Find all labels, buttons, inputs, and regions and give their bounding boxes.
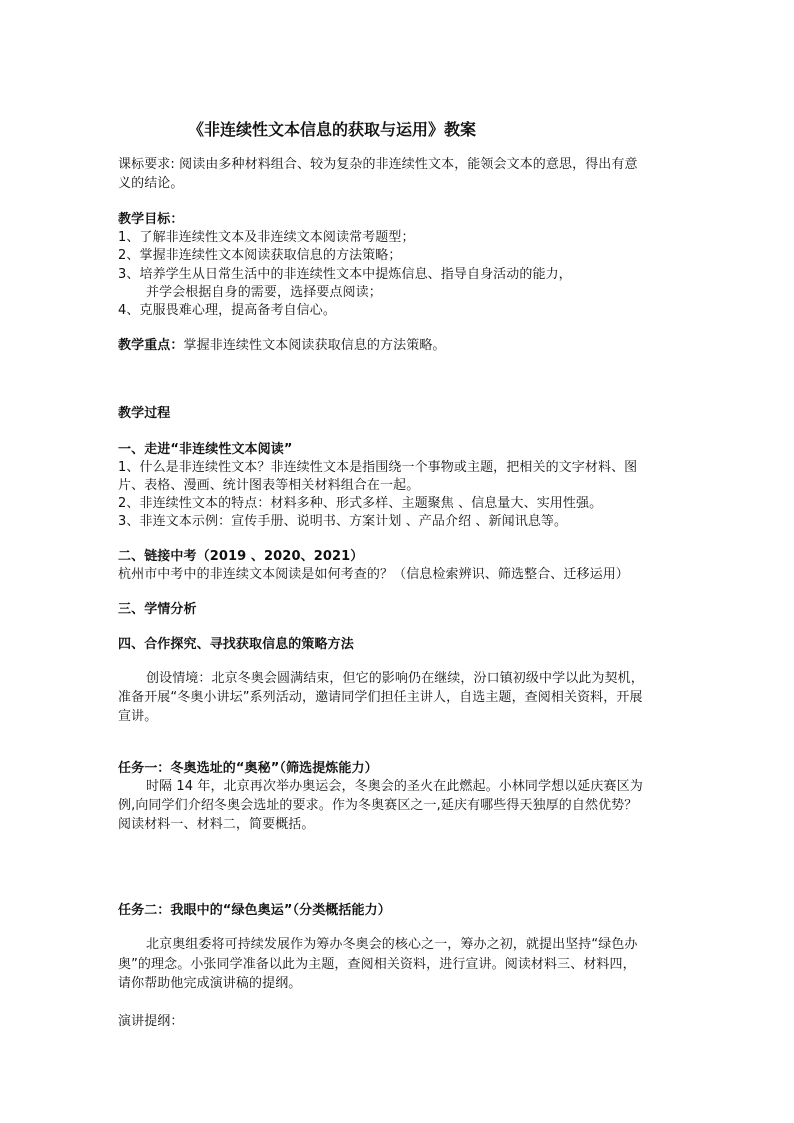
process-heading: 教学过程 [118, 406, 171, 421]
objective-item-4: 4、克服畏难心理，提高备考自信心。 [118, 303, 336, 318]
section-4-line-3: 宣讲。 [118, 709, 158, 724]
objective-item-1: 1、了解非连续性文本及非连续文本阅读常考题型； [118, 230, 415, 245]
section-1-heading: 一、走进“非连续性文本阅读” [118, 442, 293, 457]
task-2-heading: 任务二：我眼中的“绿色奥运”（分类概括能力） [118, 903, 391, 918]
section-2-text: 杭州市中考中的非连续文本阅读是如何考查的？（信息检索辨识、筛选整合、迁移运用） [118, 567, 629, 582]
section-2-heading: 二、链接中考（2019 、2020、2021） [118, 549, 364, 564]
section-1-line-1: 1、什么是非连续性文本？非连续性文本是指围绕一个事物或主题，把相关的文字材料、图 [118, 460, 638, 475]
key-point-label: 教学重点： [118, 338, 184, 353]
section-3-heading: 三、学情分析 [118, 602, 197, 617]
task-2-line-2: 奥”的理念。小张同学准备以此为主题，查阅相关资料，进行宣讲。阅读材料三、材料四， [118, 957, 636, 972]
key-point-text: 掌握非连续性文本阅读获取信息的方法策略。 [183, 338, 446, 353]
section-1-line-3: 2、非连续性文本的特点：材料多种、形式多样、主题聚焦 、信息量大、实用性强。 [118, 496, 603, 511]
objective-item-3-continued: 并学会根据自身的需要，选择要点阅读； [146, 285, 382, 300]
task-2-line-3: 请你帮助他完成演讲稿的提纲。 [118, 976, 302, 991]
key-point [118, 337, 446, 355]
section-4-line-1: 创设情境：北京冬奥会圆满结束，但它的影响仍在继续，汾口镇初级中学以此为契机， [146, 671, 644, 686]
section-4-line-2: 准备开展“冬奥小讲坛”系列活动，邀请同学们担任主讲人，自选主题，查阅相关资料，开展 [118, 690, 643, 705]
outline-label: 演讲提纲： [118, 1014, 184, 1029]
section-1-line-2: 片、表格、漫画、统计图表等相关材料组合在一起。 [118, 478, 420, 493]
objective-item-2: 2、掌握非连续性文本阅读获取信息的方法策略； [118, 248, 402, 263]
task-1-line-3: 阅读材料一、材料二，简要概括。 [118, 817, 315, 832]
curriculum-line-1: 课标要求: 阅读由多种材料组合、较为复杂的非连续性文本，能领会文本的意思，得出有意 [118, 157, 638, 172]
document-title: 《非连续性文本信息的获取与运用》教案 [188, 120, 477, 139]
task-1-line-1: 时隔 14 年，北京再次举办奥运会，冬奥会的圣火在此燃起。小林同学想以延庆赛区为 [146, 779, 643, 794]
objective-item-3: 3、培养学生从日常生活中的非连续性文本中提炼信息、指导自身活动的能力， [118, 267, 572, 282]
section-1-line-4: 3、非连文本示例：宣传手册、说明书、方案计划 、产品介绍 、新闻讯息等。 [118, 514, 568, 529]
task-1-heading: 任务一：冬奥选址的“奥秘”（筛选提炼能力） [118, 761, 378, 776]
task-1-line-2: 例,向同学们介绍冬奥会选址的要求。作为冬奥赛区之一,延庆有哪些得天独厚的自然优势？ [118, 798, 638, 813]
curriculum-line-2: 义的结论。 [118, 176, 184, 191]
section-4-heading: 四、合作探究、寻找获取信息的策略方法 [118, 637, 354, 652]
objectives-heading: 教学目标： [118, 212, 184, 227]
task-2-line-1: 北京奥组委将可持续发展作为筹办冬奥会的核心之一，筹办之初，就提出坚持“绿色办 [146, 937, 638, 952]
